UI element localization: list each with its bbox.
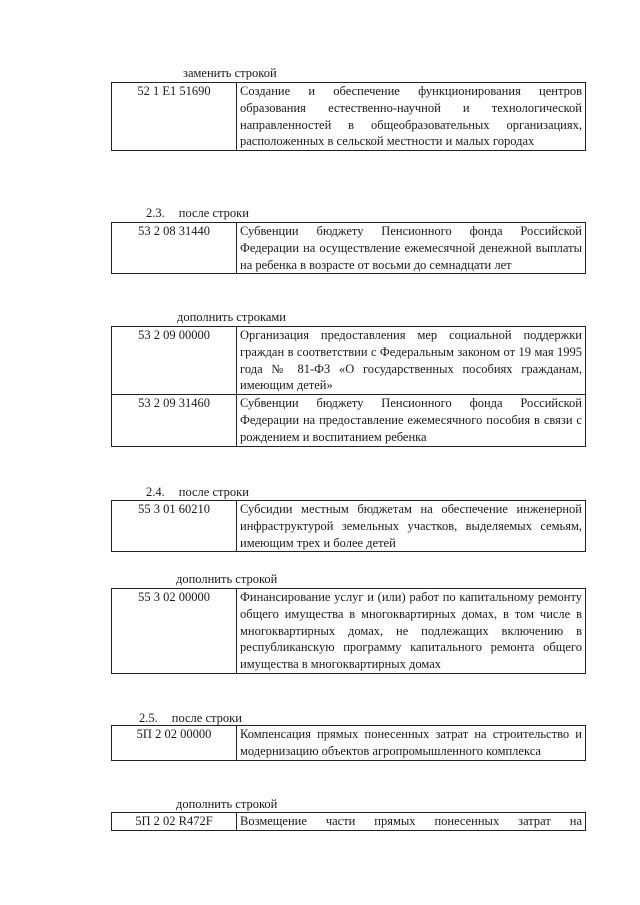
budget-code: 53 2 09 00000 bbox=[112, 327, 237, 395]
table-row bbox=[112, 726, 586, 761]
code-table bbox=[111, 326, 586, 447]
expense-description: Организация предоставления мер социальной поддержки граждан в соответствии с Федеральным законом от 19 мая 1995 года № 81-ФЗ «О государственных пособиях гражданам, имеющим детей» bbox=[237, 327, 586, 395]
table-row bbox=[112, 83, 586, 151]
budget-code: 5П 2 02 R472F bbox=[112, 813, 237, 831]
budget-code: 52 1 E1 51690 bbox=[112, 83, 237, 151]
expense-description: Компенсация прямых понесенных затрат на строительство и модернизацию объектов агропромышленного комплекса bbox=[237, 726, 586, 761]
section-heading-text: дополнить строкой bbox=[176, 572, 278, 586]
table-row bbox=[112, 501, 586, 552]
expense-description: Возмещение части прямых понесенных затрат на bbox=[237, 813, 586, 831]
code-table bbox=[111, 500, 586, 552]
budget-code: 53 2 09 31460 bbox=[112, 395, 237, 446]
code-table bbox=[111, 82, 586, 151]
section-heading bbox=[139, 711, 242, 725]
code-table bbox=[111, 588, 586, 674]
code-table bbox=[111, 222, 586, 274]
section-heading-text: после строки bbox=[171, 711, 242, 725]
expense-description: Субсидии местным бюджетам на обеспечение инженерной инфраструктурой земельных участков, выделяемых семьям, имеющим трех и более детей bbox=[237, 501, 586, 552]
section-heading bbox=[176, 797, 277, 811]
section-heading bbox=[177, 310, 286, 324]
section-heading bbox=[146, 206, 249, 220]
budget-code: 5П 2 02 00000 bbox=[112, 726, 237, 761]
table-row bbox=[112, 327, 586, 395]
budget-code: 55 3 02 00000 bbox=[112, 589, 237, 674]
code-table bbox=[111, 725, 586, 761]
section-heading bbox=[183, 66, 277, 80]
section-number: 2.3. bbox=[146, 206, 165, 220]
expense-description: Финансирование услуг и (или) работ по капитальному ремонту общего имущества в многоквартирных домах, в том числе в многоквартирных домах, не подлежащих включению в республиканскую программу капитального ремонта общего имущества в многоквартирных домах bbox=[237, 589, 586, 674]
section-number: 2.5. bbox=[139, 711, 158, 725]
section-heading-text: дополнить строками bbox=[177, 310, 286, 324]
table-row bbox=[112, 395, 586, 446]
budget-code: 55 3 01 60210 bbox=[112, 501, 237, 552]
expense-description: Создание и обеспечение функционирования центров образования естественно-научной и технологической направленностей в общеобразовательных организациях, расположенных в сельской местности и малых городах bbox=[237, 83, 586, 151]
expense-description: Субвенции бюджету Пенсионного фонда Российской Федерации на предоставление ежемесячного пособия в связи с рождением и воспитанием ребенка bbox=[237, 395, 586, 446]
section-heading-text: дополнить строкой bbox=[176, 797, 278, 811]
table-row bbox=[112, 813, 586, 831]
section-heading-text: заменить строкой bbox=[183, 66, 277, 80]
section-heading-text: после строки bbox=[178, 485, 249, 499]
table-row bbox=[112, 589, 586, 674]
budget-code: 53 2 08 31440 bbox=[112, 223, 237, 274]
section-heading bbox=[146, 485, 249, 499]
table-row bbox=[112, 223, 586, 274]
section-heading bbox=[176, 572, 277, 586]
expense-description: Субвенции бюджету Пенсионного фонда Российской Федерации на осуществление ежемесячной денежной выплаты на ребенка в возрасте от восьми до семнадцати лет bbox=[237, 223, 586, 274]
section-number: 2.4. bbox=[146, 485, 165, 499]
section-heading-text: после строки bbox=[178, 206, 249, 220]
code-table bbox=[111, 812, 586, 831]
